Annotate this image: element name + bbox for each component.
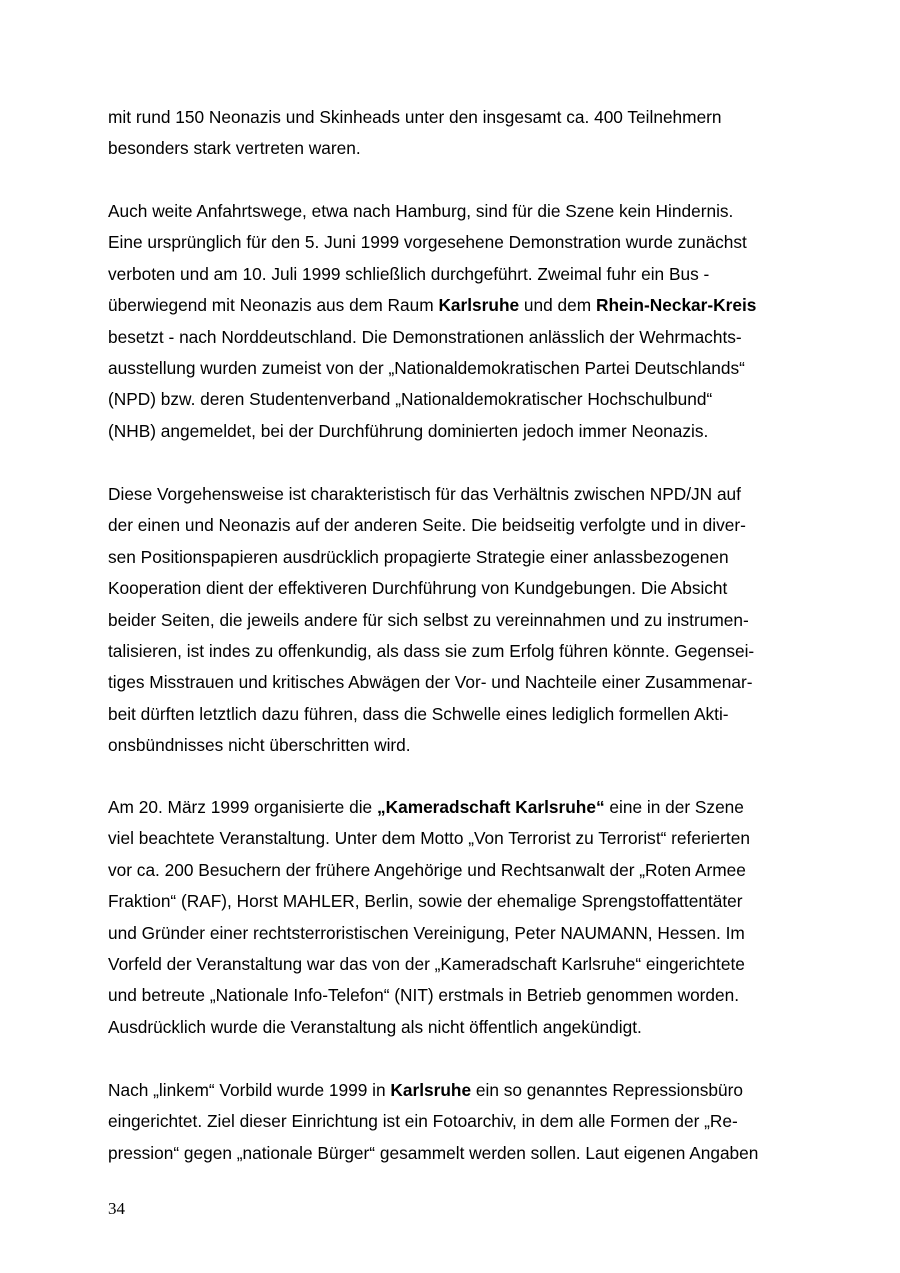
text-run: und betreute „Nationale Info-Telefon“ (NIT) erstmals in Betrieb genommen worden. [108,985,740,1006]
text-run: Kooperation dient der effektiveren Durchführung von Kundgebungen. Die Absicht [108,578,728,599]
text-line [108,699,798,730]
paragraph-2 [108,196,798,447]
text-run: eine in der Szene [604,797,744,817]
text-run: beider Seiten, die jeweils andere für sich selbst zu vereinnahmen und zu instrumen- [108,609,749,630]
text-line [108,542,798,573]
paragraph-3 [108,479,798,762]
text-line [108,949,798,980]
paragraph-4 [108,792,798,1043]
text-line [108,886,798,917]
text-run: Auch weite Anfahrtswege, etwa nach Hamburg, sind für die Szene kein Hindernis. [108,201,734,221]
text-line [108,322,798,353]
text-run: Diese Vorgehensweise ist charakteristisch für das Verhältnis zwischen NPD/JN auf [108,484,741,504]
text-line [108,1106,798,1137]
paragraph-1 [108,102,798,165]
text-run: (NPD) bzw. deren Studentenverband „Nationaldemokratischer Hochschulbund“ [108,389,713,410]
text-run: sen Positionspapieren ausdrücklich propagierte Strategie einer anlassbezogenen [108,546,729,567]
text-run: überwiegend mit Neonazis aus dem Raum [108,295,439,316]
text-run: mit rund 150 Neonazis und Skinheads unter den insgesamt ca. 400 Teilnehmern [108,107,722,127]
text-run: Am 20. März 1999 organisierte die [108,797,377,817]
text-run: beit dürften letztlich dazu führen, dass die Schwelle eines lediglich formellen Akti- [108,703,729,724]
text-line [108,102,798,133]
text-line [108,227,798,258]
paragraph-5 [108,1075,798,1169]
text-line [108,259,798,290]
text-run: verboten und am 10. Juli 1999 schließlich durchgeführt. Zweimal fuhr ein Bus - [108,263,710,284]
bold-text: Karlsruhe [390,1080,472,1100]
text-line [108,605,798,636]
text-run: viel beachtete Veranstaltung. Unter dem Motto „Von Terrorist zu Terrorist“ referierten [108,828,750,849]
text-line [108,730,798,761]
bold-text: „Kameradschaft Karlsruhe“ [376,797,605,817]
text-line [108,636,798,667]
text-line [108,855,798,886]
bold-text: Rhein-Neckar-Kreis [595,295,757,316]
text-run: Eine ursprünglich für den 5. Juni 1999 vorgesehene Demonstration wurde zunächst [108,232,747,253]
text-line [108,353,798,384]
text-run: (NHB) angemeldet, bei der Durchführung dominierten jedoch immer Neonazis. [108,420,709,441]
text-run: onsbündnisses nicht überschritten wird. [108,735,411,756]
text-run: ein so genanntes Repressionsbüro [471,1080,743,1100]
text-line [108,1075,798,1106]
text-run: tiges Misstrauen und kritisches Abwägen der Vor- und Nachteile einer Zusammenar- [108,672,753,693]
text-line [108,792,798,823]
text-run: und Gründer einer rechtsterroristischen Vereinigung, Peter NAUMANN, Hessen. Im [108,922,745,943]
text-run: talisieren, ist indes zu offenkundig, als dass sie zum Erfolg führen könnte. Gegensei- [108,640,755,661]
text-line [108,918,798,949]
text-line [108,384,798,415]
text-run: und dem [519,295,596,316]
text-line [108,196,798,227]
text-run: Fraktion“ (RAF), Horst MAHLER, Berlin, sowie der ehemalige Sprengstoffattentäter [108,891,743,912]
bold-text: Karlsruhe [438,295,520,316]
text-run: vor ca. 200 Besuchern der frühere Angehörige und Rechtsanwalt der „Roten Armee [108,859,746,880]
text-run: der einen und Neonazis auf der anderen Seite. Die beidseitig verfolgte und in diver- [108,515,746,536]
text-run: Vorfeld der Veranstaltung war das von der „Kameradschaft Karlsruhe“ eingerichtete [108,953,745,974]
text-line [108,573,798,604]
text-line [108,133,798,164]
text-line [108,479,798,510]
page-number: 34 [108,1199,125,1218]
text-run: Nach „linkem“ Vorbild wurde 1999 in [108,1080,391,1100]
text-line [108,1138,798,1169]
text-line [108,1012,798,1043]
text-run: ausstellung wurden zumeist von der „Nationaldemokratischen Partei Deutschlands“ [108,357,745,378]
text-line [108,510,798,541]
text-line [108,667,798,698]
text-run: pression“ gegen „nationale Bürger“ gesammelt werden sollen. Laut eigenen Angaben [108,1142,759,1163]
text-line [108,416,798,447]
text-run: besetzt - nach Norddeutschland. Die Demonstrationen anlässlich der Wehrmachts- [108,326,742,347]
text-line [108,823,798,854]
text-run: besonders stark vertreten waren. [108,138,361,159]
text-line [108,290,798,321]
text-run: eingerichtet. Ziel dieser Einrichtung ist ein Fotoarchiv, in dem alle Formen der „Re- [108,1111,738,1132]
text-run: Ausdrücklich wurde die Veranstaltung als nicht öffentlich angekündigt. [108,1016,642,1037]
text-line [108,980,798,1011]
